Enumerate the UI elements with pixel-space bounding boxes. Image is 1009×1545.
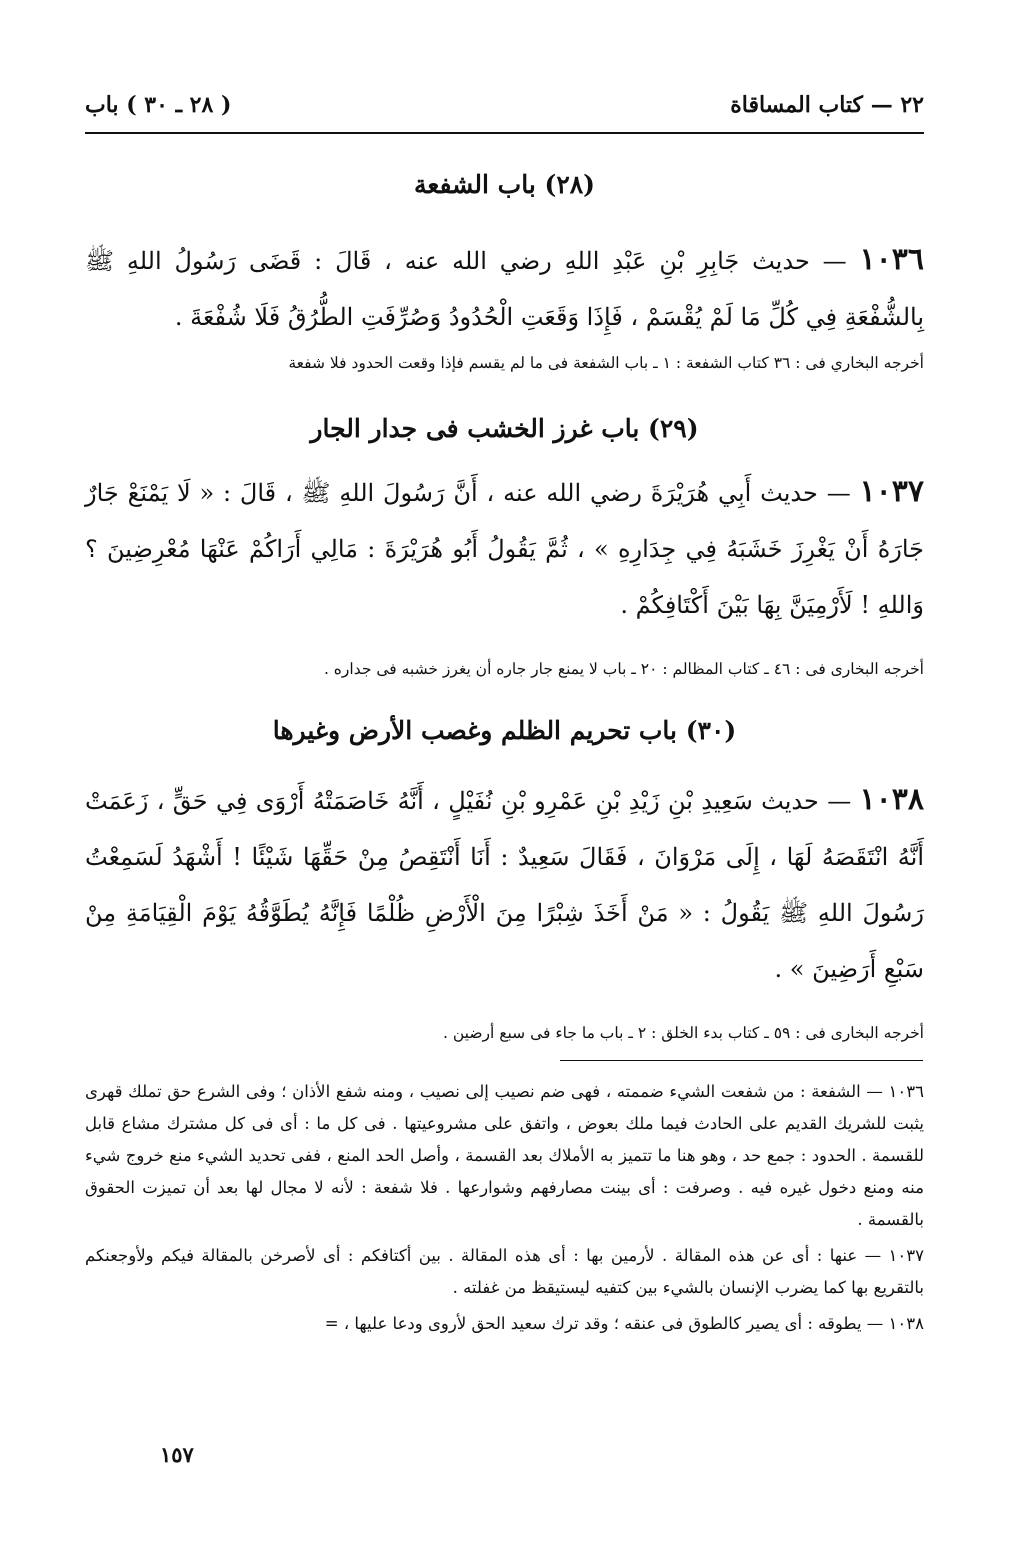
chapter-title-28: (٢٨) باب الشفعة — [413, 170, 596, 199]
page-number: ١٥٧ — [160, 1442, 194, 1467]
header-book-title: ٢٢ — كتاب المساقاة — [730, 92, 924, 118]
chapter-title-29: (٢٩) باب غرز الخشب فى جدار الجار — [310, 414, 699, 443]
hadith-source: أخرجه البخارى فى : ٤٦ ـ كتاب المظالم : ٢٠ ـ باب لا يمنع جار جاره أن يغرز خشبه فى جداره . — [323, 660, 924, 678]
hadith-source: أخرجه البخاري فى : ٣٦ كتاب الشفعة : ١ ـ باب الشفعة فى ما لم يقسم فإذا وقعت الحدود فلا شفعة — [288, 354, 924, 372]
hadith-text: — حديث سَعِيدِ بْنِ زَيْدِ بْنِ عَمْرِو بْنِ نُفَيْلٍ ، أَنَّهُ خَاصَمَتْهُ أَرْوَى فِي حَقٍّ ، زَعَمَتْ أَنَّهُ انْتَقَصَهُ لَهَا ، إِلَى مَرْوَانَ ، فَقَالَ سَعِيدٌ : أَنَا أَنْتَقِصُ مِنْ حَقِّهَا شَيْئًا ! أَشْهَدُ لَسَمِعْتُ رَسُولَ اللهِ ﷺ يَقُولُ : « مَنْ أَخَذَ شِبْرًا مِنَ الْأَرْضِ ظُلْمًا فَإِنَّهُ يُطَوَّقُهُ يَوْمَ الْقِيَامَةِ مِنْ سَبْعِ أَرَضِينَ » . — [85, 787, 924, 983]
hadith-number: ١٠٣٧ — [859, 474, 924, 509]
hadith-number: ١٠٣٦ — [859, 242, 924, 277]
hadith-source: أخرجه البخارى فى : ٥٩ ـ كتاب بدء الخلق : ٢ ـ باب ما جاء فى سبع أرضين . — [443, 1024, 924, 1042]
hadith-number: ١٠٣٨ — [859, 782, 924, 817]
footnote-1036: ١٠٣٦ — الشفعة : من شفعت الشيء ضممته ، فهى ضم نصيب إلى نصيب ، ومنه شفع الأذان ؛ وفى الشرع حق تملك قهرى يثبت للشريك القديم على الحادث فيما ملك بعوض ، واتفق على مشروعيتها . فى كل ما : أى فى كل مشترك مشاع قابل للقسمة . الحدود : جمع حد ، وهو هنا ما تتميز به الأملاك بعد القسمة ، وأصل الحد المنع ، ففى تحديد الشيء منع خروج شيء منه ومنع دخول غيره فيه . وصرفت : أى بينت مصارفهم وشوارعها . فلا شفعة : لأنه لا مجال لها بعد أن تميزت الحقوق بالقسمة . — [85, 1082, 924, 1229]
footnote-divider — [560, 1060, 923, 1061]
header-chapter-range: ( ٢٨ ـ ٣٠ ) باب — [85, 92, 232, 118]
hadith-1036 — [85, 232, 924, 345]
footnotes — [85, 1076, 924, 1340]
footnote-1038: ١٠٣٨ — يطوقه : أى يصير كالطوق فى عنقه ؛ وقد ترك سعيد الحق لأروى ودعا عليها ، = — [324, 1314, 924, 1333]
hadith-text: — حديث جَابِرِ بْنِ عَبْدِ اللهِ رضي الله عنه ، قَالَ : قَضَى رَسُولُ اللهِ ﷺ بِالشُّفْعَةِ فِي كُلِّ مَا لَمْ يُقْسَمْ ، فَإِذَا وَقَعَتِ الْحُدُودُ وَصُرِّفَتِ الطُّرُقُ فَلَا شُفْعَةَ . — [85, 247, 924, 331]
footnote-1037: ١٠٣٧ — عنها : أى عن هذه المقالة . لأرمين بها : أى هذه المقالة . بين أكتافكم : أى لأصرخن بالمقالة فيكم ولأوجعنكم بالتقريع بها كما يضرب الإنسان بالشيء بين كتفيه ليستيقظ من غفلته . — [85, 1246, 924, 1297]
chapter-title-30: (٣٠) باب تحريم الظلم وغصب الأرض وغيرها — [272, 716, 737, 745]
hadith-1038 — [85, 772, 924, 997]
header-divider — [85, 132, 924, 134]
hadith-1037 — [85, 464, 924, 633]
running-header — [85, 86, 924, 124]
hadith-text: — حديث أَبِي هُرَيْرَةَ رضي الله عنه ، أَنَّ رَسُولَ اللهِ ﷺ ، قَالَ : « لَا يَمْنَعْ جَارٌ جَارَهُ أَنْ يَغْرِزَ خَشَبَهُ فِي جِدَارِهِ » ، ثُمَّ يَقُولُ أَبُو هُرَيْرَةَ : مَالِي أَرَاكُمْ عَنْهَا مُعْرِضِينَ ؟ وَاللهِ ! لَأَرْمِيَنَّ بِهَا بَيْنَ أَكْتَافِكُمْ . — [85, 479, 925, 619]
